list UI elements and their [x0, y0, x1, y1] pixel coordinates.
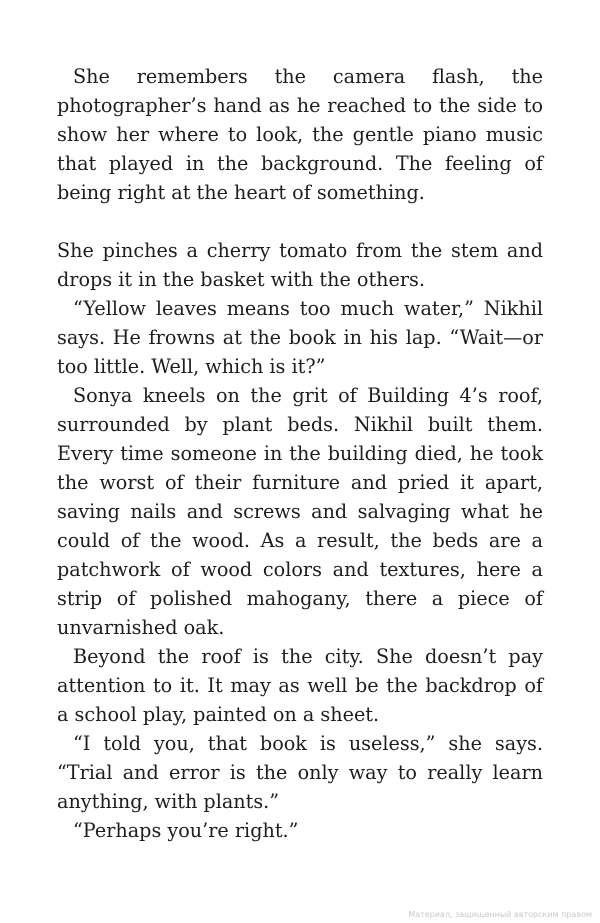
- paragraph-city: Beyond the roof is the city. She doesn’t pay attention to it. It may as well be the backdrop of a school play, painted on a sheet.: [57, 645, 543, 726]
- paragraph-yellow-leaves: “Yellow leaves means too much water,” Nikhil says. He frowns at the book in his lap. “Wait—or too little. Well, which is it?”: [57, 297, 543, 378]
- book-page-body: [57, 62, 543, 845]
- paragraph-roof-beds: Sonya kneels on the grit of Building 4’s roof, surrounded by plant beds. Nikhil built them. Every time someone in the building died, he took the worst of their furniture and pried it apart, saving nails and screws and salvaging what he could of the wood. As a result, the beds are a patchwork of wood colors and textures, here a strip of polished mahogany, there a piece of unvarnished oak.: [57, 384, 543, 639]
- copyright-watermark: Материал, защищенный авторским правом: [408, 910, 592, 919]
- paragraph-perhaps: “Perhaps you’re right.”: [73, 819, 299, 842]
- paragraph-memory: She remembers the camera flash, the photographer’s hand as he reached to the side to show her where to look, the gentle piano music that played in the background. The feeling of being right at the heart of something.: [57, 65, 543, 204]
- paragraph-tomato: She pinches a cherry tomato from the stem and drops it in the basket with the others.: [57, 239, 543, 291]
- paragraph-book-useless: “I told you, that book is useless,” she says. “Trial and error is the only way to really learn anything, with plants.”: [57, 732, 543, 813]
